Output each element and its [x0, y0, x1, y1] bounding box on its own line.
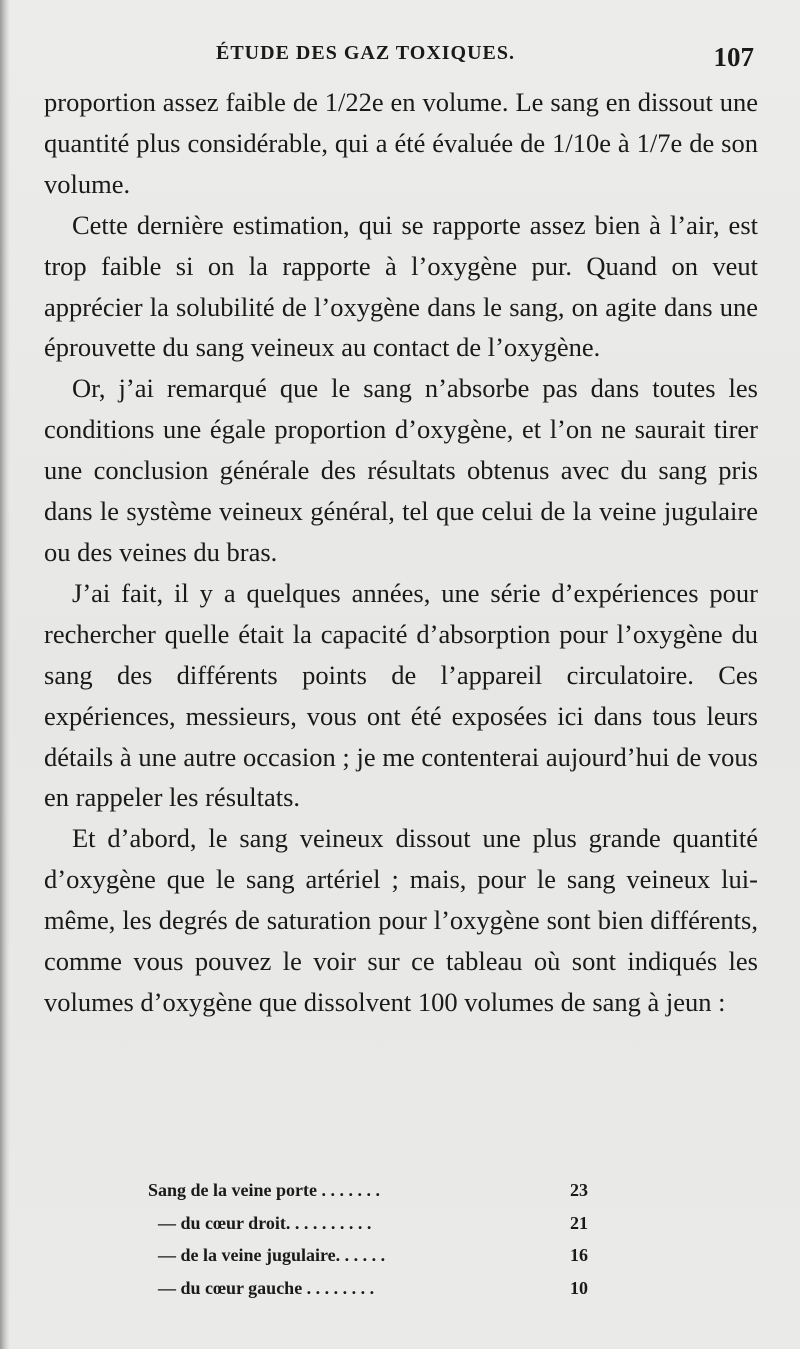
table-row-label: — de la veine jugulaire. . . . . .	[158, 1245, 386, 1265]
table-row-value: 23	[570, 1180, 588, 1200]
page-number: 107	[713, 42, 754, 72]
table-row	[148, 1245, 588, 1278]
page-binding-edge	[0, 0, 10, 1349]
oxygen-volume-table	[148, 1180, 588, 1310]
paragraph: Or, j’ai remarqué que le sang n’absorbe pas dans toutes les conditions une égale proportion d’oxygène, et l’on ne saurait tirer une conclusion générale des résultats obtenus avec du sang pris dans le système veineux général, tel que celui de la veine jugulaire ou des veines du bras.	[44, 373, 758, 567]
table-row-value: 10	[570, 1277, 588, 1298]
table-row	[148, 1180, 588, 1213]
table-row	[148, 1213, 588, 1246]
body-text	[44, 82, 758, 1023]
table-row-label: — du cœur droit. . . . . . . . . .	[158, 1212, 372, 1233]
running-title: ÉTUDE DES GAZ TOXIQUES.	[216, 42, 516, 64]
table-row-label: Sang de la veine porte . . . . . . .	[148, 1180, 380, 1200]
paragraph: Cette dernière estimation, qui se rapporte assez bien à l’air, est trop faible si on la rapporte à l’oxygène pur. Quand on veut apprécier la solubilité de l’oxygène dans le sang, on agite dans une éprouvette du sang veineux au contact de l’oxygène.	[44, 209, 758, 363]
table-row-label: — du cœur gauche . . . . . . . .	[158, 1277, 375, 1298]
paragraph: J’ai fait, il y a quelques années, une série d’expériences pour rechercher quelle était la capacité d’absorption pour l’oxygène du sang des différents points de l’appareil circulatoire. Ces expériences, messieurs, vous ont été exposées ici dans tous leurs détails à une autre occasion ; je me contenterai aujourd’hui de vous en rappeler les résultats.	[44, 577, 758, 813]
table-row-value: 16	[570, 1245, 588, 1265]
paragraph: proportion assez faible de 1/22e en volume. Le sang en dissout une quantité plus considérable, qui a été évaluée de 1/10e à 1/7e de son volume.	[44, 87, 758, 199]
paragraph: Et d’abord, le sang veineux dissout une plus grande quantité d’oxygène que le sang artériel ; mais, pour le sang veineux lui-même, les degrés de saturation pour l’oxygène sont bien différents, comme vous pouvez le voir sur ce tableau où sont indiqués les volumes d’oxygène que dissolvent 100 volumes de sang à jeun :	[44, 823, 758, 1017]
table-row	[148, 1278, 588, 1311]
table-row-value: 21	[570, 1212, 588, 1233]
